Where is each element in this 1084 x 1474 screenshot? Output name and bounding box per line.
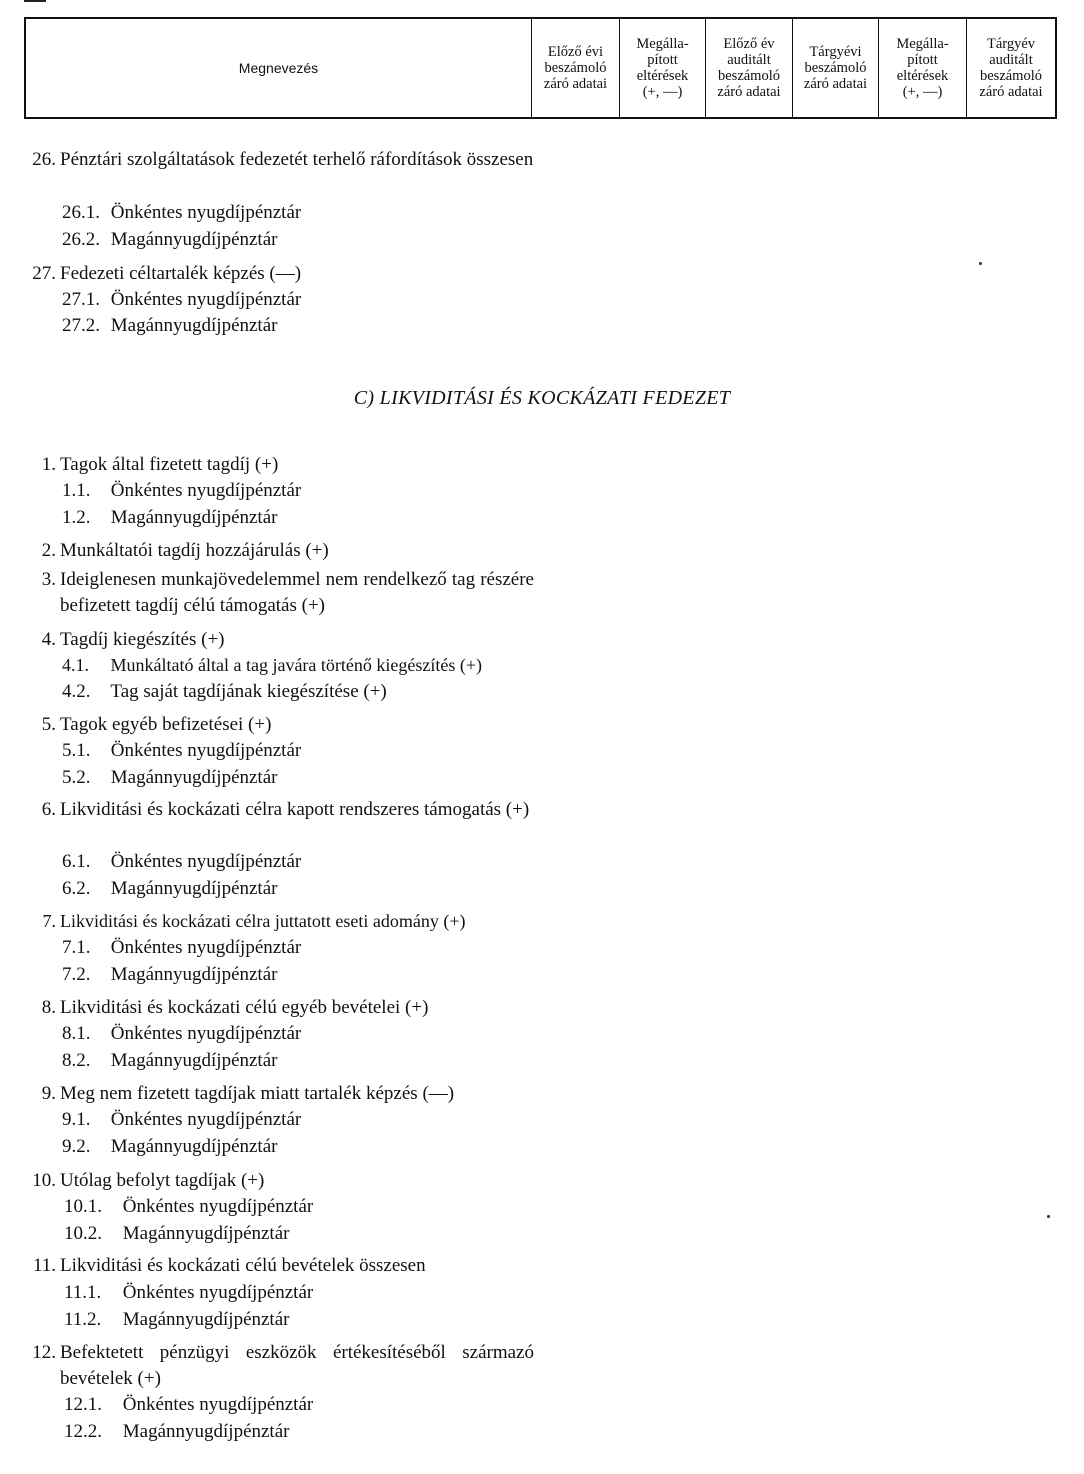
sub-item-26-1: 26.1. Önkéntes nyugdíjpénztár <box>62 202 302 223</box>
scan-speck <box>1047 1215 1050 1218</box>
sub-item-7-1: 7.1. Önkéntes nyugdíjpénztár <box>62 937 302 958</box>
sub-item-27-2: 27.2. Magánnyugdíjpénztár <box>62 315 278 336</box>
sub-item-9-1: 9.1. Önkéntes nyugdíjpénztár <box>62 1109 302 1130</box>
header-col-current-diff: Megálla- pított eltérések (+, —) <box>878 19 966 117</box>
sub-item-1-2: 1.2. Magánnyugdíjpénztár <box>62 507 278 528</box>
list-item-26 <box>24 147 534 173</box>
sub-item-9-2: 9.2. Magánnyugdíjpénztár <box>62 1136 278 1157</box>
item-text: Pénztári szolgáltatások fedezetét terhelő ráfordítások összesen <box>60 149 534 170</box>
header-col-prev-year: Előző évi beszámoló záró adatai <box>531 19 619 117</box>
sub-item-10-1: 10.1. Önkéntes nyugdíjpénztár <box>64 1196 314 1217</box>
sub-item-11-1: 11.1. Önkéntes nyugdíjpénztár <box>64 1282 314 1303</box>
sub-item-5-1: 5.1. Önkéntes nyugdíjpénztár <box>62 740 302 761</box>
sub-item-26-2: 26.2. Magánnyugdíjpénztár <box>62 229 278 250</box>
header-col-current-audited: Tárgyév auditált beszámoló záró adatai <box>966 19 1055 117</box>
sub-item-7-2: 7.2. Magánnyugdíjpénztár <box>62 964 278 985</box>
sub-item-6-1: 6.1. Önkéntes nyugdíjpénztár <box>62 851 302 872</box>
list-item-27: 27. Fedezeti céltartalék képzés (—) <box>32 263 302 284</box>
top-rule-mark <box>24 0 46 2</box>
section-c-title: C) LIKVIDITÁSI ÉS KOCKÁZATI FEDEZET <box>353 387 731 409</box>
list-item-1: 1. Tagok által fizetett tagdíj (+) <box>41 454 279 475</box>
list-item-4: 4. Tagdíj kiegészítés (+) <box>41 629 225 650</box>
sub-item-8-2: 8.2. Magánnyugdíjpénztár <box>62 1050 278 1071</box>
sub-item-10-2: 10.2. Magánnyugdíjpénztár <box>64 1223 290 1244</box>
list-item-5: 5. Tagok egyéb befizetései (+) <box>41 714 272 735</box>
list-item-9: 9. Meg nem fizetett tagdíjak miatt tartalék képzés (—) <box>41 1083 455 1104</box>
header-col-current-year: Tárgyévi beszámoló záró adatai <box>792 19 878 117</box>
item-number: 26. <box>32 149 56 170</box>
header-col-prev-audited: Előző év auditált beszámoló záró adatai <box>705 19 792 117</box>
list-item-12: 12. Befektetett pénzügyi eszközök értékesítéséből származó bevételek (+) <box>32 1342 534 1389</box>
sub-item-12-1: 12.1. Önkéntes nyugdíjpénztár <box>64 1394 314 1415</box>
list-item-2: 2. Munkáltatói tagdíj hozzájárulás (+) <box>41 540 329 561</box>
sub-item-1-1: 1.1. Önkéntes nyugdíjpénztár <box>62 480 302 501</box>
sub-item-8-1: 8.1. Önkéntes nyugdíjpénztár <box>62 1023 302 1044</box>
scan-speck <box>979 262 982 265</box>
header-col-prev-diff: Megálla- pított eltérések (+, —) <box>619 19 705 117</box>
list-item-6: 6. Likviditási és kockázati célra kapott rendszeres támogatás (+) <box>41 799 530 820</box>
sub-item-27-1: 27.1. Önkéntes nyugdíjpénztár <box>62 289 302 310</box>
list-item-10: 10. Utólag befolyt tagdíjak (+) <box>32 1170 265 1191</box>
column-header-table <box>24 17 1057 119</box>
list-item-7: 7. Likviditási és kockázati célra juttatott eseti adomány (+) <box>42 911 466 931</box>
header-col-megnevezes: Megnevezés <box>238 60 319 76</box>
sub-item-4-1: 4.1. Munkáltató által a tag javára történő kiegészítés (+) <box>62 655 483 675</box>
sub-item-11-2: 11.2. Magánnyugdíjpénztár <box>64 1309 290 1330</box>
sub-item-5-2: 5.2. Magánnyugdíjpénztár <box>62 767 278 788</box>
list-item-3: 3. Ideiglenesen munkajövedelemmel nem rendelkező tag részére befizetett tagdíj célú támogatás (+) <box>41 569 534 616</box>
sub-item-6-2: 6.2. Magánnyugdíjpénztár <box>62 878 278 899</box>
sub-item-4-2: 4.2. Tag saját tagdíjának kiegészítése (+) <box>62 681 387 702</box>
list-item-8: 8. Likviditási és kockázati célú egyéb bevételei (+) <box>41 997 429 1018</box>
list-item-11: 11. Likviditási és kockázati célú bevételek összesen <box>32 1255 426 1276</box>
sub-item-12-2: 12.2. Magánnyugdíjpénztár <box>64 1421 290 1442</box>
